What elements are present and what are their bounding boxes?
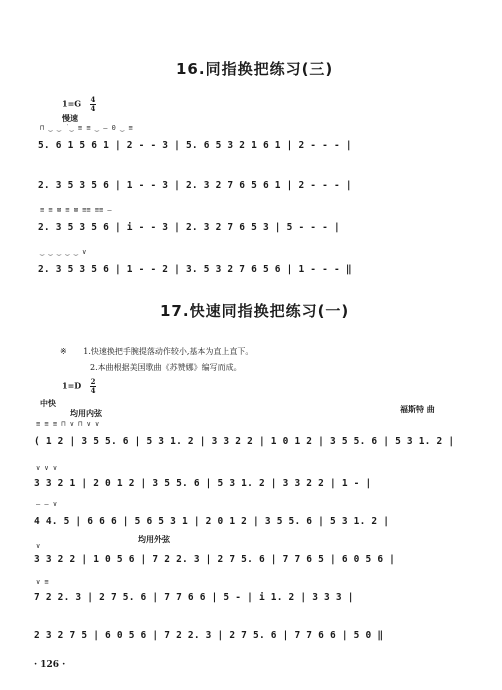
exercise17-tempo: 中快 [40, 398, 56, 408]
exercise16-key-label: 1=G [62, 98, 82, 109]
composer: 福斯特 曲 [400, 404, 435, 414]
ex16-row4-notes: 2. 3 5 3 5 6 | 1 - - 2 | 3. 5 3 2 7 6 5 6 | 1 - - - ‖ [38, 264, 352, 275]
exercise17-key-label: 1=D [62, 380, 82, 391]
technique-inner-string: 均用内弦 [70, 408, 102, 418]
ex16-row1-marks: ⊓ ‿ ‿ ̇ ‿ ≡ ≡ ‿ — 0 ‿ ≡ [40, 124, 133, 132]
exercise17-time-signature [90, 378, 96, 395]
ex16-row2-notes: 2. 3 5 3 5 6 | 1 - - 3 | 2. 3 2 7 6 5 6 1 | 2 - - - | [38, 180, 352, 191]
ex16-row4-marks: ‿ ‿ ‿ ‿ ‿ ∨ [40, 248, 87, 256]
ex16-row3-notes: 2. 3 5 3 5 6 | i - - 3 | 2. 3 2 7 6 5 3 | 5 - - - | [38, 222, 340, 233]
ex17-row2-notes: 3 3 2 1 | 2 0 1 2 | 3 5 5. 6 | 5 3 1. 2 | 3 3 2 2 | 1 - | [34, 478, 372, 489]
ex17-row2-marks: ∨ ∨ ∨ [36, 464, 58, 472]
time-top: 4 [90, 95, 96, 104]
ex17-row4-marks: ∨ [36, 542, 41, 550]
exercise17-title: 17.快速同指换把练习(一) [160, 302, 350, 320]
ex17-row4-notes: 3 3 2 2 | 1 0 5 6 | 7 2 2. 3 | 2 7 5. 6 | 7 7 6 5 | 6 0 5 6 | [34, 554, 396, 565]
technique-outer-string: 均用外弦 [138, 534, 170, 544]
ex17-row3-notes: 4 4. 5 | 6 6 6 | 5 6 5 3 1 | 2 0 1 2 | 3 5 5. 6 | 5 3 1. 2 | [34, 516, 390, 527]
time-bottom: 4 [90, 386, 96, 395]
ex17-row1-marks: ≡ ≡ ≡ ⊓ ∨ ⊓ ∨ ∨ [36, 420, 100, 428]
note-2: 2.本曲根据美国歌曲《苏赞娜》编写而成。 [90, 363, 242, 372]
time-top: 2 [90, 377, 96, 386]
ex17-row1-notes: ( 1 2 | 3 5 5. 6 | 5 3 1. 2 | 3 3 2 2 | 1 0 1 2 | 3 5 5. 6 | 5 3 1. 2 | [34, 436, 455, 447]
exercise17-notes [60, 346, 253, 357]
note-marker: ※ [60, 347, 67, 356]
ex17-row3-marks: — — ∨ [36, 500, 58, 508]
ex17-row5-notes: 7 2 2. 3 | 2 7 5. 6 | 7 7 6 6 | 5 - | i 1. 2 | 3 3 3 | [34, 592, 354, 603]
exercise16-time-signature [90, 96, 96, 113]
exercise16-key [62, 96, 96, 113]
ex17-row6-notes: 2 3 2 7 5 | 6 0 5 6 | 7 2 2. 3 | 2 7 5. 6 | 7 7 6 6 | 5 0 ‖ [34, 630, 384, 641]
time-bottom: 4 [90, 104, 96, 113]
ex17-row5-marks: ∨ ≡ [36, 578, 49, 586]
ex16-row3-marks: ≡ ≡ ⊠ ≡ ⊠ ≡≡ ≡≡ — [40, 206, 112, 214]
note-1: 1.快速换把手腕提落动作较小,基本为直上直下。 [83, 347, 254, 356]
exercise17-key [62, 378, 96, 395]
exercise16-title: 16.同指换把练习(三) [176, 60, 334, 78]
ex16-row1-notes: 5. 6 1 5 6 1 | 2 - - 3 | 5. 6 5 3 2 1 6 1 | 2 - - - | [38, 140, 352, 151]
exercise16-tempo: 慢速 [62, 113, 78, 123]
page-number: · 126 · [34, 660, 66, 670]
